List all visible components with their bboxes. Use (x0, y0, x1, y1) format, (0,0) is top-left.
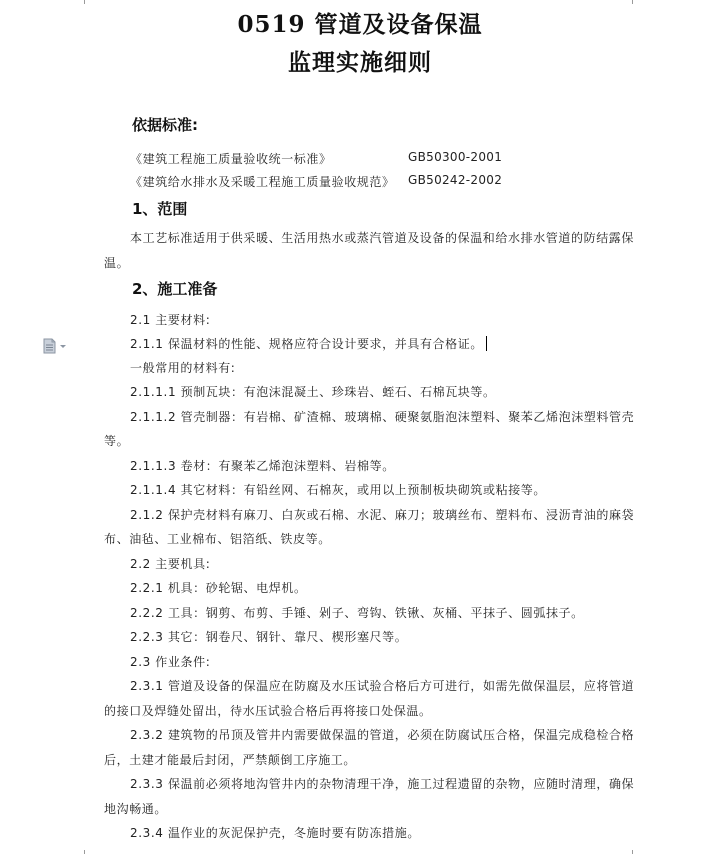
section-heading-scope: 1、范围 (132, 200, 188, 218)
paragraph-line: 2.3.1 管道及设备的保温应在防腐及水压试验合格后方可进行，如需先做保温层，应将管道 (130, 679, 635, 693)
paragraph-line: 2.1.2 保护壳材料有麻刀、白灰或石棉、水泥、麻刀；玻璃丝布、塑料布、浸沥青油的麻袋 (130, 508, 635, 522)
standard-code: GB50300-2001 (408, 150, 503, 164)
chevron-down-icon (60, 345, 66, 348)
paragraph-line[interactable] (130, 335, 487, 352)
paragraph-text: 2.1.1 保温材料的性能、规格应符合设计要求，并具有合格证。 (130, 337, 483, 351)
paragraph-line: 等。 (104, 434, 130, 448)
paragraph-line: 2.2.3 其它：钢卷尺、钢针、靠尺、楔形塞尺等。 (130, 630, 408, 644)
paragraph-line: 地沟畅通。 (104, 802, 168, 816)
standard-name: 《建筑给水排水及采暖工程施工质量验收规范》 (130, 175, 395, 189)
crop-mark (84, 850, 85, 854)
paragraph-line: 2.3.3 保温前必须将地沟管井内的杂物清理干净，施工过程遗留的杂物，应随时清理，确保 (130, 777, 635, 791)
document-icon[interactable] (43, 338, 69, 354)
document-title-line2: 监理实施细则 (288, 49, 432, 76)
paragraph-line: 后，土建才能最后封闭，严禁颠倒工序施工。 (104, 753, 357, 767)
text-cursor (486, 336, 487, 351)
crop-mark (632, 850, 633, 854)
paragraph-line: 2.1.1.4 其它材料：有铅丝网、石棉灰，或用以上预制板块砌筑或粘接等。 (130, 483, 546, 497)
paragraph-line: 2.2.2 工具：钢剪、布剪、手锤、剁子、弯钩、铁锹、灰桶、平抹子、圆弧抹子。 (130, 606, 584, 620)
paragraph-line: 温。 (104, 256, 130, 270)
paragraph-line: 的接口及焊缝处留出，待水压试验合格后再将接口处保温。 (104, 704, 432, 718)
basis-heading: 依据标准: (132, 116, 198, 134)
paragraph-line: 本工艺标准适用于供采暖、生活用热水或蒸汽管道及设备的保温和给水排水管道的防结露保 (130, 231, 635, 245)
paragraph-line: 2.3.4 温作业的灰泥保护壳，冬施时要有防冻措施。 (130, 826, 420, 840)
paragraph-line: 2.3 作业条件: (130, 655, 211, 669)
standard-name: 《建筑工程施工质量验收统一标准》 (130, 152, 332, 166)
crop-mark (84, 0, 85, 4)
paragraph-line: 2.3.2 建筑物的吊顶及管井内需要做保温的管道，必须在防腐试压合格，保温完成稳检合格 (130, 728, 635, 742)
paragraph-line: 2.1.1.3 卷材：有聚苯乙烯泡沫塑料、岩棉等。 (130, 459, 395, 473)
paragraph-line: 一般常用的材料有: (130, 361, 236, 375)
section-heading-preparation: 2、施工准备 (132, 280, 218, 298)
paragraph-line: 2.1.1.2 管壳制器：有岩棉、矿渣棉、玻璃棉、硬聚氨脂泡沫塑料、聚苯乙烯泡沫塑料管壳 (130, 410, 635, 424)
paragraph-line: 2.2 主要机具: (130, 557, 211, 571)
paragraph-line: 2.1.1.1 预制瓦块：有泡沫混凝土、珍珠岩、蛭石、石棉瓦块等。 (130, 385, 496, 399)
standard-code: GB50242-2002 (408, 173, 503, 187)
document-title-line1: 0519 管道及设备保温 (237, 11, 483, 38)
crop-mark (632, 0, 633, 4)
paragraph-line: 布、油毡、工业棉布、铝箔纸、铁皮等。 (104, 532, 331, 546)
paragraph-line: 2.1 主要材料: (130, 313, 211, 327)
paragraph-line: 2.2.1 机具：砂轮锯、电焊机。 (130, 581, 307, 595)
